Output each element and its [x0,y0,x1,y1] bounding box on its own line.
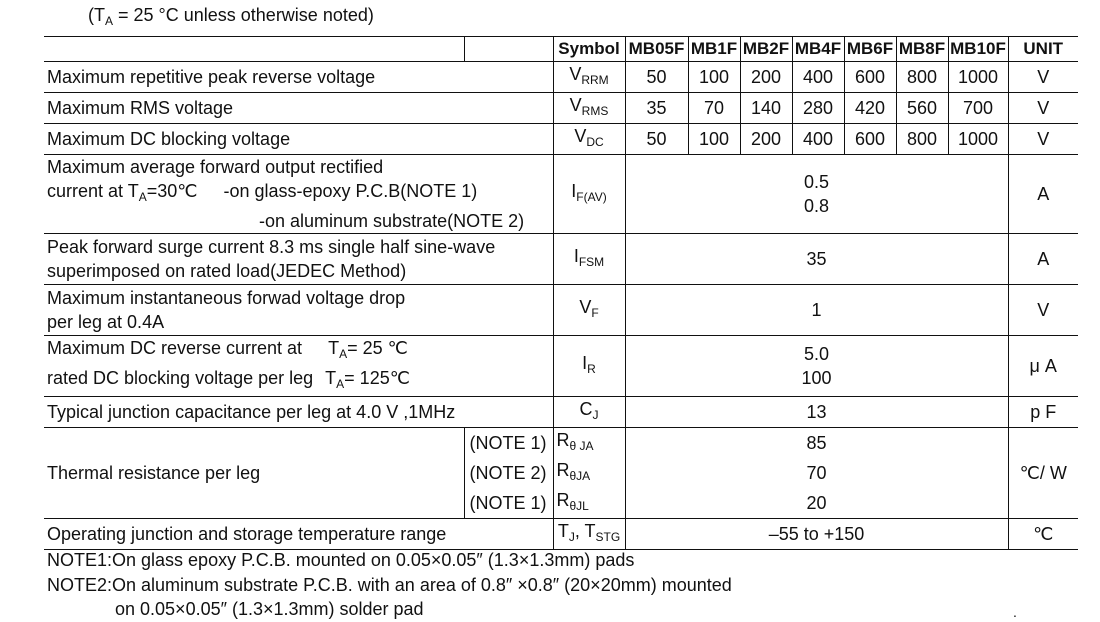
value-cell: –55 to +150 [625,519,1008,550]
value-cell: 800 [896,62,948,93]
row-cj [44,397,1078,428]
value-cell: 800 [896,124,948,155]
thermal-note: (NOTE 1) [464,488,553,519]
symbol-cell: $R_{\theta JA}$ [553,428,625,459]
unit-cell: V [1008,93,1078,124]
row-vrms [44,93,1078,124]
row-ir [44,336,1078,397]
unit-cell: A [1008,234,1078,285]
footnote-2-continued: on 0.05×0.05″ (1.3×1.3mm) solder pad [115,599,424,619]
conditions-note: ($T_A = 25$ °C unless otherwise noted) [88,5,374,28]
unit-cell: p F [1008,397,1078,428]
value-cell: 200 [740,62,792,93]
param-label: Peak forward surge current 8.3 ms single half sine-wave superimposed on rated load(JEDEC Method) [44,234,553,285]
value-cell: 100 [688,124,740,155]
row-ifav [44,155,1078,234]
footnote-2: NOTE2:On aluminum substrate P.C.B. with an area of 0.8″ ×0.8″ (20×20mm) mounted [47,574,732,595]
symbol-cell: $I_{FSM}$ [553,234,625,285]
value-cell: 0.5 0.8 [625,155,1008,234]
header-model: MB10F [948,37,1008,62]
header-blank [464,37,553,62]
row-temp [44,519,1078,550]
value-cell: 50 [625,62,688,93]
value-cell: 600 [844,124,896,155]
value-cell: 70 [688,93,740,124]
symbol-cell: $C_J$ [553,397,625,428]
thermal-note: (NOTE 1) [464,428,553,459]
header-model: MB6F [844,37,896,62]
header-model: MB1F [688,37,740,62]
value-cell: 140 [740,93,792,124]
value-cell: 400 [792,124,844,155]
value-cell: 85 [625,428,1008,459]
ratings-table [44,36,1078,550]
header-model: MB4F [792,37,844,62]
unit-cell: ℃ [1008,519,1078,550]
row-vf [44,285,1078,336]
unit-cell: μ A [1008,336,1078,397]
value-cell: 100 [688,62,740,93]
header-parameter [44,37,464,62]
row-vrrm [44,62,1078,93]
unit-cell: V [1008,62,1078,93]
footnotes [47,548,732,622]
symbol-cell: $V_{RMS}$ [553,93,625,124]
value-cell: 400 [792,62,844,93]
param-label: Maximum average forward output rectified current at $T_A=30℃$ -on glass-epoxy P.C.B(NOTE 1) -on aluminum substrate(NOTE 2) [44,155,553,234]
value-cell: 70 [625,458,1008,488]
unit-cell: A [1008,155,1078,234]
value-cell: 200 [740,124,792,155]
value-cell: 50 [625,124,688,155]
value-cell: 1000 [948,62,1008,93]
unit-cell: V [1008,124,1078,155]
header-model: MB2F [740,37,792,62]
symbol-cell: $R_{\theta JA}$ [553,458,625,488]
value-cell: 35 [625,234,1008,285]
value-cell: 20 [625,488,1008,519]
header-model: MB05F [625,37,688,62]
header-unit: UNIT [1008,37,1078,62]
symbol-cell: $V_{RRM}$ [553,62,625,93]
stray-mark: . [1013,604,1017,620]
param-label: Typical junction capacitance per leg at 4.0 V ,1MHz [44,397,553,428]
thermal-note: (NOTE 2) [464,458,553,488]
param-label: Maximum instantaneous forwad voltage drop per leg at 0.4A [44,285,553,336]
value-cell: 1 [625,285,1008,336]
value-cell: 5.0 100 [625,336,1008,397]
header-row [44,37,1078,62]
symbol-cell: $R_{\theta JL}$ [553,488,625,519]
row-vdc [44,124,1078,155]
value-cell: 700 [948,93,1008,124]
value-cell: 280 [792,93,844,124]
header-symbol: Symbol [553,37,625,62]
value-cell: 35 [625,93,688,124]
symbol-cell: $V_{DC}$ [553,124,625,155]
unit-cell: ℃/ W [1008,428,1078,519]
value-cell: 13 [625,397,1008,428]
symbol-cell: $I_R$ [553,336,625,397]
param-label: Maximum RMS voltage [44,93,553,124]
param-label: Operating junction and storage temperature range [44,519,553,550]
unit-cell: V [1008,285,1078,336]
value-cell: 560 [896,93,948,124]
symbol-cell: $V_F$ [553,285,625,336]
param-label: Thermal resistance per leg [44,428,464,519]
param-label: Maximum DC blocking voltage [44,124,553,155]
value-cell: 1000 [948,124,1008,155]
value-cell: 600 [844,62,896,93]
symbol-cell: $I_{F(AV)}$ [553,155,625,234]
header-model: MB8F [896,37,948,62]
param-label: Maximum repetitive peak reverse voltage [44,62,553,93]
value-cell: 420 [844,93,896,124]
row-ifsm [44,234,1078,285]
row-thermal [44,428,1078,459]
footnote-1: NOTE1:On glass epoxy P.C.B. mounted on 0.05×0.05″ (1.3×1.3mm) pads [47,550,635,570]
symbol-cell: $T_J$, $T_{STG}$ [553,519,625,550]
param-label: Maximum DC reverse current at $T_A= 25$ ℃ rated DC blocking voltage per leg $T_A=$ 125℃ [44,336,553,397]
